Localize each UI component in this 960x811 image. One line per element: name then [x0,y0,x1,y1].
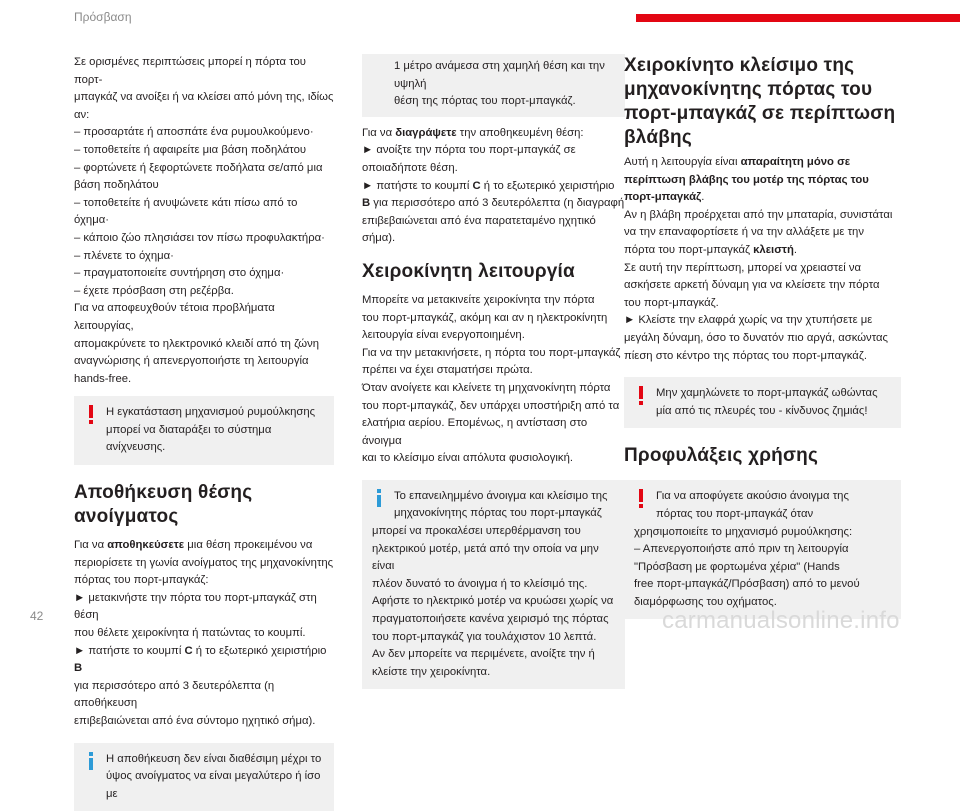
info-box [362,480,625,690]
list-item: – πραγματοποιείτε συντήρηση στο όχημα· [74,267,285,280]
info-text: του πορτ-μπαγκάζ για τουλάχιστον 10 λεπτά. [372,630,597,643]
requirement-line: πορτ-μπαγκάζ. [624,191,705,204]
requirement-line: Αυτή η λειτουργία είναι απαραίτητη μόνο σε [624,156,851,168]
section-heading: Προφυλάξεις χρήσης [624,445,819,467]
info-text: πραγματοποιήσετε κανένα χειρισμό της πόρτας [372,613,609,626]
list-item: – πλένετε το όχημα· [74,249,174,262]
step-line: ► Κλείστε την ελαφρά χωρίς να την χτυπήσετε με [624,314,873,327]
text-line: Αν η βλάβη προέρχεται από την μπαταρία, συνιστάται [624,208,893,221]
running-header-title: Πρόσβαση [74,10,132,24]
warning-text: "Πρόσβαση με φορτωμένα χέρια" (Hands [634,560,840,573]
warning-text: πόρτας του πορτ-μπαγκάζ όταν [656,507,814,520]
info-text: 1 μέτρο ανάμεσα στη χαμηλή θέση και την υψηλή [394,60,605,90]
step-line: ► μετακινήστε την πόρτα του πορτ-μπαγκάζ στη θέση [74,591,317,622]
text-line: του πορτ-μπαγκάζ, δεν υπάρχει υποστήριξη από τα [362,399,620,412]
store-intro: Για να αποθηκεύσετε μια θέση προκειμένου να [74,539,313,552]
info-icon [84,752,98,774]
info-text: μηχανοκίνητης πόρτας του πορτ-μπαγκάζ [394,507,602,520]
requirement-line: περίπτωση βλάβης του μοτέρ της πόρτας του [624,173,869,186]
warning-box [624,480,901,619]
intro-line: αν: [74,108,90,121]
intro-line: μπαγκάζ να ανοίξει ή να κλείσει από μόνη της, ιδίως [74,91,334,104]
text-line: να την επαναφορτίσετε ή να την αλλάξετε με την [624,226,864,239]
delete-intro: Για να διαγράψετε την αποθηκευμένη θέση: [362,126,584,139]
section-heading: Αποθήκευση θέσης ανοίγματος [74,482,253,528]
warning-text: – Απενεργοποιήστε από πριν τη λειτουργία [634,543,849,556]
header-accent-bar [636,14,960,22]
text-line: πόρτα του πορτ-μπαγκάζ κλειστή. [624,243,798,256]
warning-icon [634,386,648,410]
warning-text: free πορτ-μπαγκάζ/Πρόσβαση) από το μενού [634,578,860,591]
step-line: ► πατήστε το κουμπί C ή το εξωτερικό χειριστήριο B [74,644,327,675]
text-line: ελατήρια αερίου. Επομένως, η αντίσταση στο άνοιγμα [362,417,588,447]
step-line: επιβεβαιώνεται από ένα σύντομο ηχητικό σήμα). [74,715,316,727]
info-text: ύψος ανοίγματος να είναι μεγαλύτερο ή ίσο με [106,770,321,800]
step-line: οποιαδήποτε θέση. [362,161,458,174]
section-heading: Χειροκίνητη λειτουργία [362,260,575,282]
step-line: μεγάλη δύναμη, όσο το δυνατόν πιο αργά, ασκώντας [624,331,888,344]
heading-line: βλάβης [624,127,692,148]
step-line: που θέλετε χειροκίνητα ή πατώντας το κουμπί. [74,627,306,640]
warning-text: χρησιμοποιείτε το μηχανισμό ρυμούλκησης: [634,525,853,538]
para-line: αναγνώρισης ή απενεργοποιήστε τη λειτουργία [74,355,309,368]
heading-line: Χειροκίνητο κλείσιμο της [624,55,855,76]
list-item: βάση ποδηλάτου [74,179,159,192]
column-3 [624,54,901,619]
warning-text: μία από τις πλευρές του - κίνδυνος ζημιάς! [656,404,868,417]
text-line: Μπορείτε να μετακινείτε χειροκίνητα την πόρτα [362,293,595,306]
text-line: ασκήσετε αρκετή δύναμη για να κλείσετε την πόρτα [624,279,880,292]
warning-text: Μην χαμηλώνετε το πορτ-μπαγκάζ ωθώντας [656,387,878,400]
intro-line: Σε ορισμένες περιπτώσεις μπορεί η πόρτα του πορτ- [74,56,306,86]
info-box-continued [362,54,625,117]
step-line: ► πατήστε το κουμπί C ή το εξωτερικό χειριστήριο [362,179,615,192]
info-text: Το επανειλημμένο άνοιγμα και κλείσιμο της [394,489,608,502]
text-line: Σε αυτή την περίπτωση, μπορεί να χρειαστεί να [624,261,862,274]
step-line: πίεση στο κέντρο της πόρτας του πορτ-μπαγκάζ. [624,349,867,362]
step-line: επιβεβαιώνεται από ένα παρατεταμένο ηχητικό σήμα). [362,214,596,245]
warning-text: Η εγκατάσταση μηχανισμού ρυμούλκησης [106,406,316,419]
info-text: Αν δεν μπορείτε να περιμένετε, ανοίξτε την ή [372,648,595,661]
para-line: Για να αποφευχθούν τέτοια προβλήματα λειτουργίας, [74,302,275,332]
step-line: για περισσότερο από 3 δευτερόλεπτα (η αποθήκευση [74,679,275,710]
list-item: – φορτώνετε ή ξεφορτώνετε ποδήλατα σε/από μια [74,161,323,174]
step-line: B για περισσότερο από 3 δευτερόλεπτα (η διαγραφή [362,197,625,210]
info-text: μπορεί να προκαλέσει υπερθέρμανση του [372,525,581,538]
info-text: θέση της πόρτας του πορτ-μπαγκάζ. [394,95,576,108]
warning-text: μπορεί να διαταράξει το σύστημα ανίχνευσης. [106,423,272,454]
page-number: 42 [30,609,44,623]
info-text: Η αποθήκευση δεν είναι διαθέσιμη μέχρι το [106,752,322,765]
text-line: πρέπει να έχει σταματήσει πρώτα. [362,364,533,377]
list-item: – προσαρτάτε ή αποσπάτε ένα ρυμουλκούμενο· [74,126,314,139]
text-line: Όταν ανοίγετε και κλείνετε τη μηχανοκίνητη πόρτα [362,381,611,394]
store-line: πόρτας του πορτ-μπαγκάζ: [74,574,209,587]
info-text: πλέον δυνατό το άνοιγμα ή το κλείσιμό της. [372,577,588,590]
warning-text: Για να αποφύγετε ακούσιο άνοιγμα της [656,490,849,503]
info-text: ηλεκτρικού μοτέρ, μετά από την οποία να μην είναι [372,542,599,573]
store-line: περιορίσετε τη γωνία ανοίγματος της μηχανοκίνητης [74,556,334,569]
info-icon [372,489,386,511]
list-item: – έχετε πρόσβαση στη ρεζέρβα. [74,284,234,297]
list-item: – κάποιο ζώο πλησιάσει τον πίσω προφυλακτήρα· [74,231,325,244]
text-line: Για να την μετακινήσετε, η πόρτα του πορτ-μπαγκάζ [362,346,621,359]
warning-icon [84,405,98,429]
warning-text: διαμόρφωσης του οχήματος. [634,595,777,608]
heading-line: μηχανοκίνητης πόρτας του [624,79,873,100]
warning-box [624,377,901,428]
warning-box [74,396,334,465]
manual-paragraph [362,292,625,468]
list-item: – τοποθετείτε ή ανυψώνετε κάτι πίσω από το όχημα· [74,196,298,227]
section-heading [624,54,901,150]
info-text: Αφήστε το ηλεκτρικό μοτέρ να κρυώσει χωρίς να [372,595,614,608]
warning-icon [634,489,648,513]
text-line: του πορτ-μπαγκάζ, ακόμη και αν η ηλεκτροκίνητη [362,311,608,324]
watermark: carmanualsonline.info [662,607,900,634]
list-item: – τοποθετείτε ή αφαιρείτε μια βάση ποδηλάτου [74,143,307,156]
info-text: κλείστε την χειροκίνητα. [372,665,491,678]
column-2 [362,54,625,689]
text-line: και το κλείσιμο είναι απόλυτα φυσιολογική. [362,452,574,465]
column-1 [74,54,334,811]
para-line: hands-free. [74,372,132,385]
info-box [74,743,334,811]
text-line: λειτουργία είναι ενεργοποιημένη. [362,329,525,342]
text-line: του πορτ-μπαγκάζ. [624,296,719,309]
para-line: απομακρύνετε το ηλεκτρονικό κλειδί από τη ζώνη [74,337,320,350]
step-line: ► ανοίξτε την πόρτα του πορτ-μπαγκάζ σε [362,144,576,157]
heading-line: πορτ-μπαγκάζ σε περίπτωση [624,103,896,124]
